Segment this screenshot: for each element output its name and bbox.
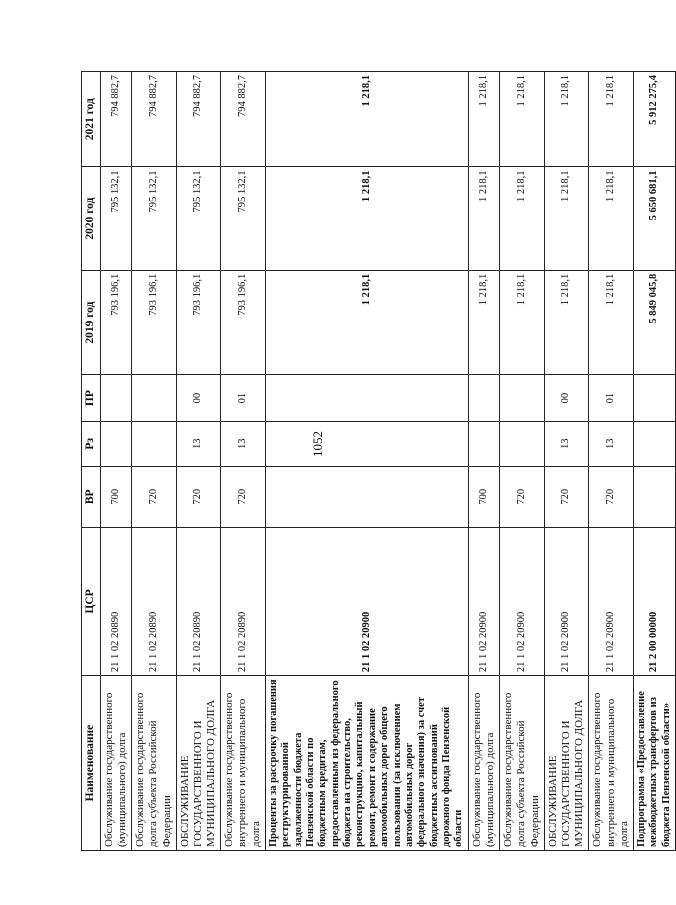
cell-pr: 01 — [221, 375, 266, 421]
cell-csr: 21 1 02 20900 — [500, 527, 545, 675]
table-row — [132, 72, 177, 851]
cell-vr — [265, 466, 468, 527]
cell-pr: 00 — [544, 375, 589, 421]
cell-name: Обслуживание государственного (муниципального) долга — [100, 676, 131, 851]
table-row — [265, 72, 468, 851]
table-row — [176, 72, 221, 851]
cell-vr: 720 — [589, 466, 634, 527]
cell-name: ОБСЛУЖИВАНИЕ ГОСУДАРСТВЕННОГО И МУНИЦИПАЛЬНОГО ДОЛГА — [544, 676, 589, 851]
header-pr: ПР — [82, 375, 101, 421]
cell-2021: 1 218,1 — [265, 72, 468, 167]
cell-rz: 13 — [589, 421, 634, 466]
cell-2020: 795 132,1 — [100, 167, 131, 270]
cell-name: ОБСЛУЖИВАНИЕ ГОСУДАРСТВЕННОГО И МУНИЦИПАЛЬНОГО ДОЛГА — [176, 676, 221, 851]
cell-pr: 00 — [176, 375, 221, 421]
cell-pr — [132, 375, 177, 421]
cell-rz — [265, 421, 468, 466]
cell-2020: 795 132,1 — [176, 167, 221, 270]
cell-2021: 1 218,1 — [544, 72, 589, 167]
cell-2020: 795 132,1 — [221, 167, 266, 270]
table-row — [633, 72, 675, 851]
header-2019: 2019 год — [82, 270, 101, 375]
cell-csr: 21 1 02 20900 — [265, 527, 468, 675]
cell-2019: 5 849 045,8 — [633, 270, 675, 375]
cell-2020: 1 218,1 — [265, 167, 468, 270]
cell-rz: 13 — [544, 421, 589, 466]
cell-2019: 1 218,1 — [468, 270, 499, 375]
cell-name: Обслуживание государственного внутреннего и муниципального долга — [589, 676, 634, 851]
cell-csr: 21 1 02 20890 — [100, 527, 131, 675]
cell-pr: 01 — [589, 375, 634, 421]
table-row — [500, 72, 545, 851]
cell-2019: 793 196,1 — [176, 270, 221, 375]
cell-vr: 720 — [132, 466, 177, 527]
cell-pr — [500, 375, 545, 421]
cell-csr: 21 1 02 20890 — [176, 527, 221, 675]
table-row — [100, 72, 131, 851]
cell-rz: 13 — [176, 421, 221, 466]
header-2020: 2020 год — [82, 167, 101, 270]
rotated-table-container — [81, 71, 672, 851]
cell-pr — [468, 375, 499, 421]
cell-name: Проценты за рассрочку погашения реструктурированной задолженности бюджета Пензенской области по бюджетным кредитам, предоставленным из федерального бюджета на строительство, реконструкцию, капитальный ремонт, ремонт и содержание автомобильных дорог общего пользования (за исключением автомобильных дорог федерального значения) за счет бюджетных ассигнований дорожного фонда Пензенской области — [265, 676, 468, 851]
cell-2019: 1 218,1 — [589, 270, 634, 375]
cell-2019: 1 218,1 — [544, 270, 589, 375]
cell-vr: 720 — [500, 466, 545, 527]
cell-vr: 720 — [176, 466, 221, 527]
table-row — [468, 72, 499, 851]
cell-2019: 1 218,1 — [265, 270, 468, 375]
cell-rz — [633, 421, 675, 466]
cell-csr: 21 1 02 20890 — [132, 527, 177, 675]
cell-rz — [500, 421, 545, 466]
table-row — [589, 72, 634, 851]
cell-2021: 1 218,1 — [500, 72, 545, 167]
cell-vr: 700 — [100, 466, 131, 527]
header-rz: Рз — [82, 421, 101, 466]
cell-csr: 21 1 02 20890 — [221, 527, 266, 675]
cell-2021: 794 882,7 — [176, 72, 221, 167]
cell-rz: 13 — [221, 421, 266, 466]
budget-table — [81, 71, 676, 851]
cell-2019: 793 196,1 — [221, 270, 266, 375]
table-row — [544, 72, 589, 851]
header-2021: 2021 год — [82, 72, 101, 167]
cell-pr — [100, 375, 131, 421]
cell-2020: 795 132,1 — [132, 167, 177, 270]
cell-2019: 793 196,1 — [132, 270, 177, 375]
cell-pr — [633, 375, 675, 421]
header-vr: ВР — [82, 466, 101, 527]
table-header-row — [82, 72, 101, 851]
cell-vr: 700 — [468, 466, 499, 527]
cell-2021: 5 912 275,4 — [633, 72, 675, 167]
cell-2021: 794 882,7 — [221, 72, 266, 167]
cell-name: Обслуживание государственного долга субъекта Российской Федерации — [500, 676, 545, 851]
cell-2021: 1 218,1 — [468, 72, 499, 167]
cell-2020: 1 218,1 — [544, 167, 589, 270]
cell-2020: 1 218,1 — [468, 167, 499, 270]
cell-2021: 794 882,7 — [100, 72, 131, 167]
cell-rz — [468, 421, 499, 466]
cell-name: Обслуживание государственного внутреннего и муниципального долга — [221, 676, 266, 851]
cell-csr: 21 1 02 20900 — [589, 527, 634, 675]
cell-csr: 21 1 02 20900 — [544, 527, 589, 675]
cell-2020: 1 218,1 — [500, 167, 545, 270]
cell-csr: 21 2 00 00000 — [633, 527, 675, 675]
cell-vr — [633, 466, 675, 527]
cell-name: Обслуживание государственного долга субъекта Российской Федерации — [132, 676, 177, 851]
cell-pr — [265, 375, 468, 421]
cell-2019: 793 196,1 — [100, 270, 131, 375]
cell-vr: 720 — [544, 466, 589, 527]
header-name: Наименование — [82, 676, 101, 851]
table-row — [221, 72, 266, 851]
cell-name: Обслуживание государственного (муниципального) долга — [468, 676, 499, 851]
cell-2021: 1 218,1 — [589, 72, 634, 167]
cell-2021: 794 882,7 — [132, 72, 177, 167]
cell-rz — [132, 421, 177, 466]
cell-csr: 21 1 02 20900 — [468, 527, 499, 675]
cell-rz — [100, 421, 131, 466]
cell-vr: 720 — [221, 466, 266, 527]
cell-2020: 5 650 681,1 — [633, 167, 675, 270]
cell-2020: 1 218,1 — [589, 167, 634, 270]
page-number: 1052 — [310, 431, 325, 457]
cell-name: Подпрограмма «Предоставление межбюджетных трансфертов из бюджета Пензенской области» — [633, 676, 675, 851]
header-csr: ЦСР — [82, 527, 101, 675]
cell-2019: 1 218,1 — [500, 270, 545, 375]
